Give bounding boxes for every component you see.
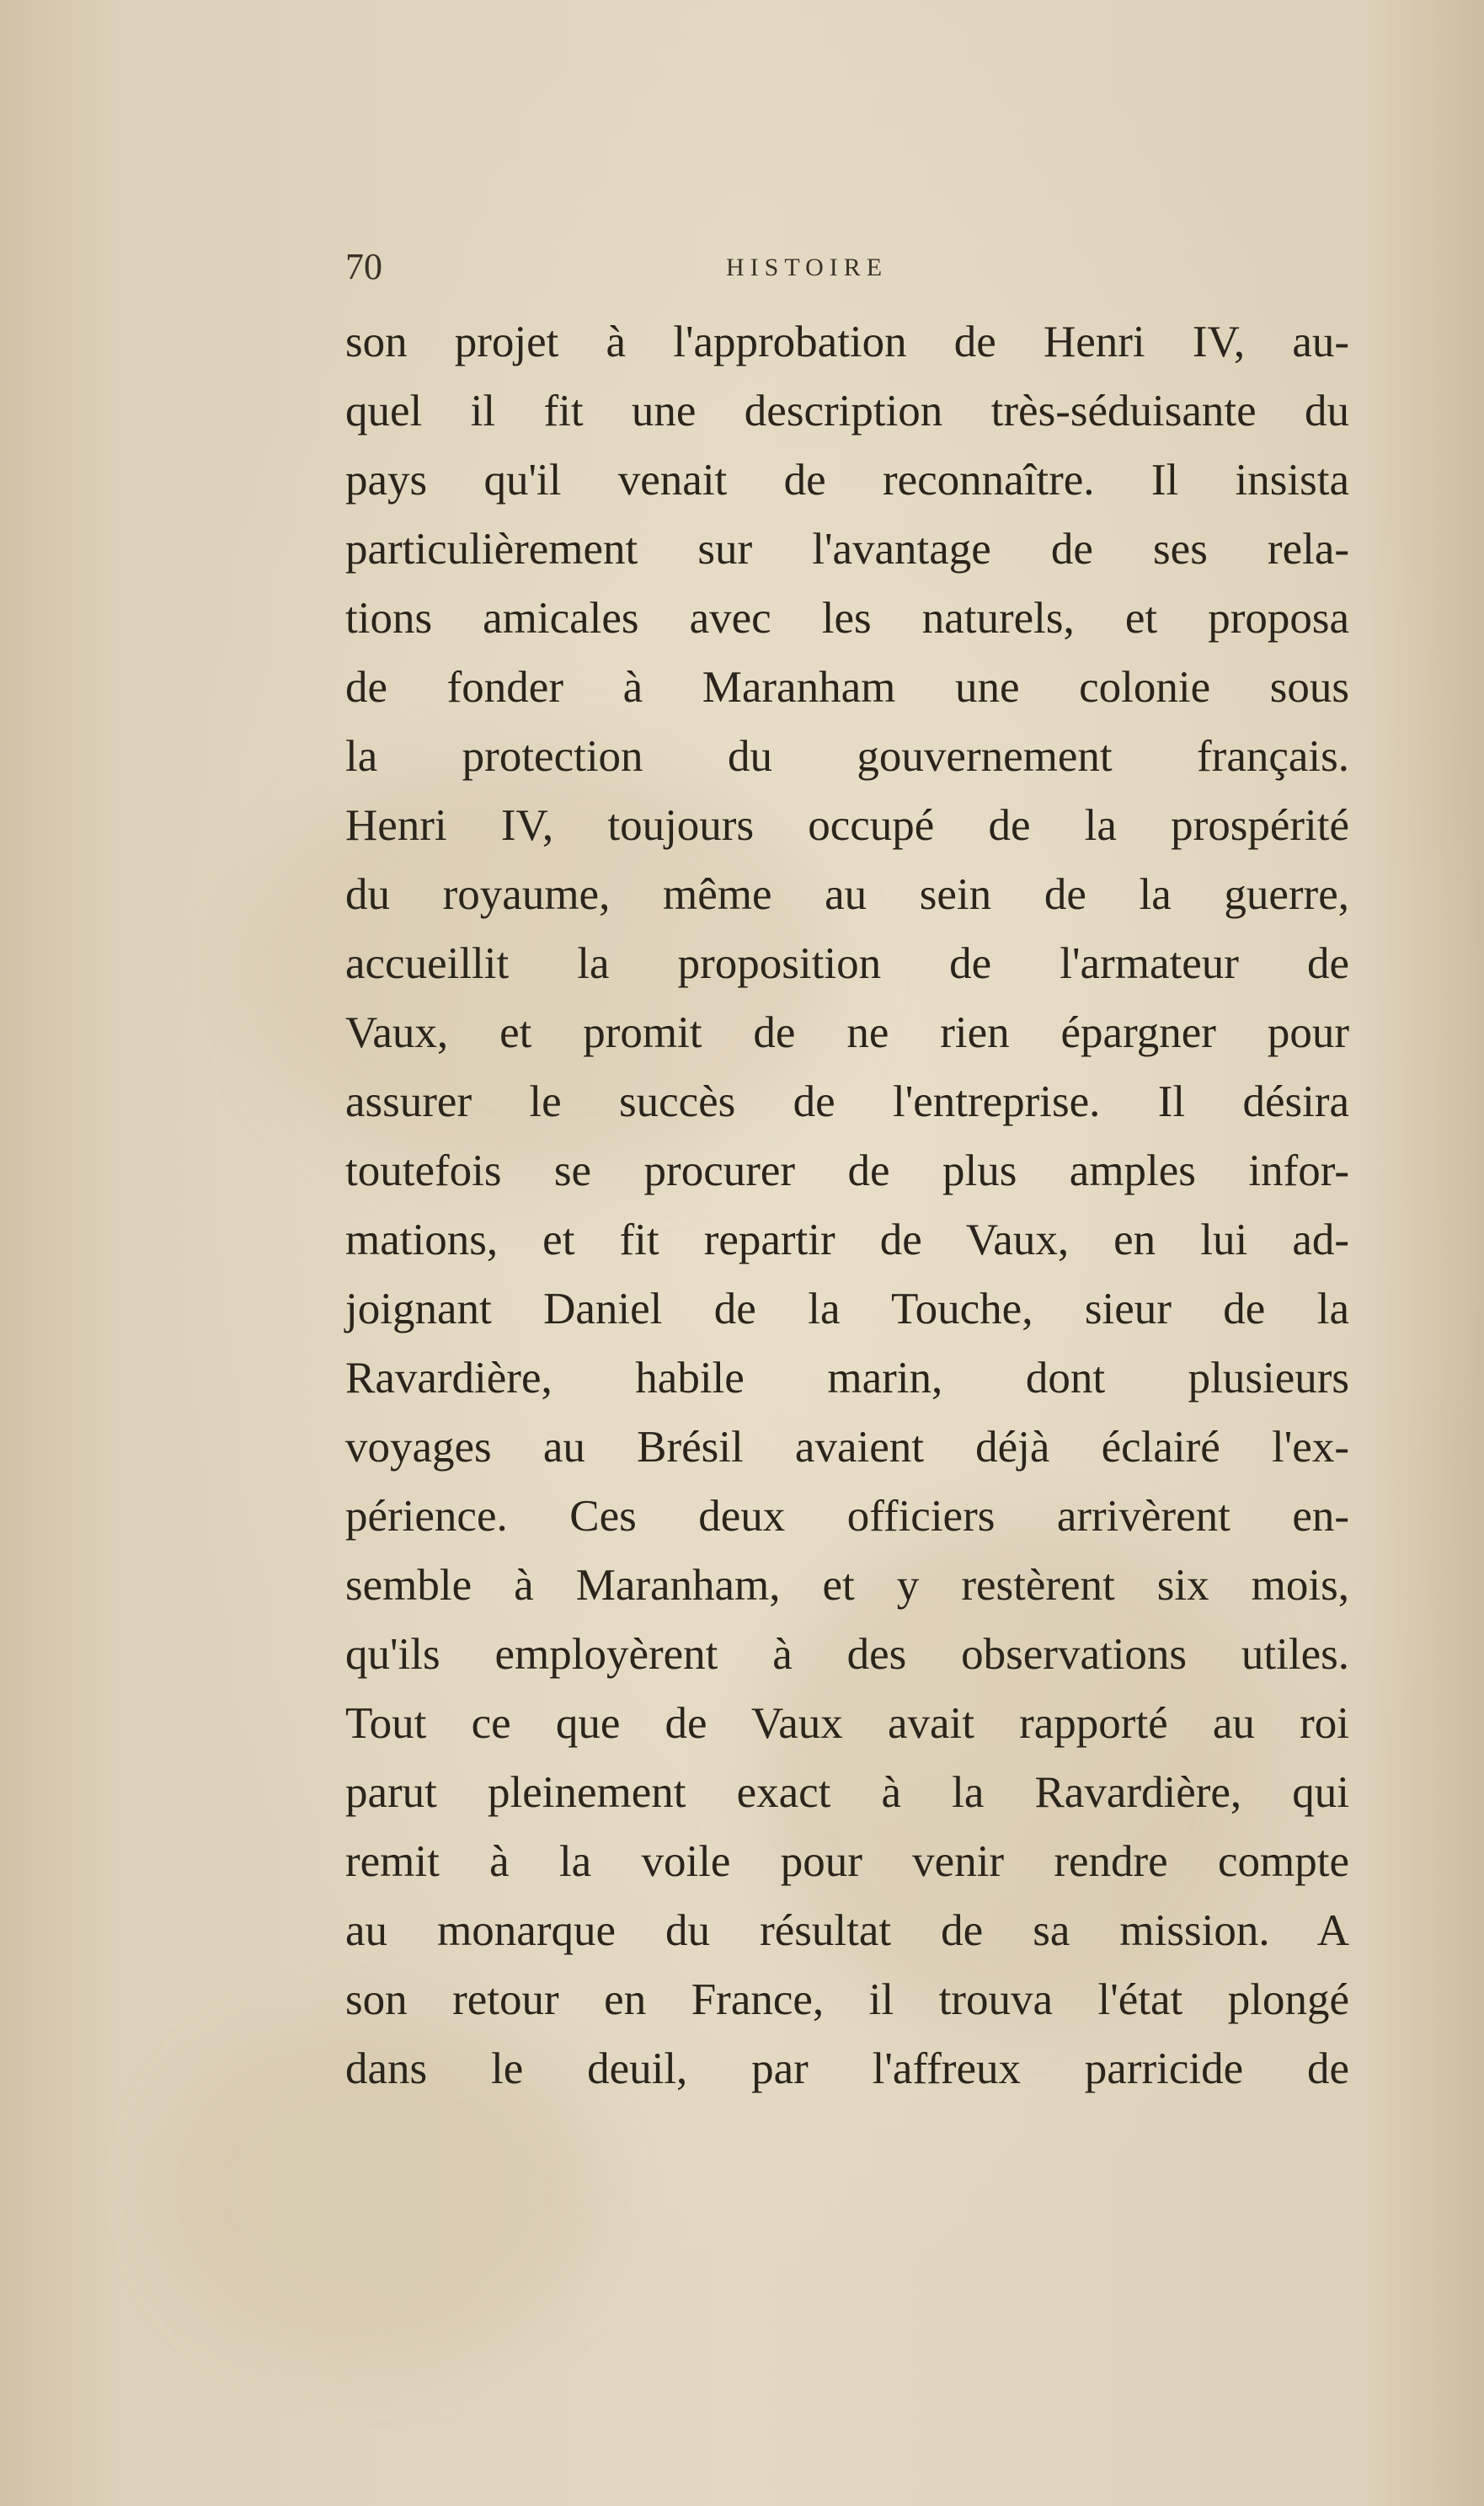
text-line: voyages au Brésil avaient déjà éclairé l'ex- bbox=[345, 1423, 1349, 1472]
text-line: mations, et fit repartir de Vaux, en lui ad- bbox=[345, 1216, 1349, 1264]
text-line: la protection du gouvernement français. bbox=[345, 732, 1349, 781]
page-number: 70 bbox=[345, 246, 382, 287]
text-line: joignant Daniel de la Touche, sieur de la bbox=[345, 1285, 1349, 1333]
text-line: Ravardière, habile marin, dont plusieurs bbox=[345, 1354, 1349, 1403]
text-line: quel il fit une description très-séduisante du bbox=[345, 387, 1349, 435]
text-line: Tout ce que de Vaux avait rapporté au roi bbox=[345, 1699, 1349, 1748]
text-line: Vaux, et promit de ne rien épargner pour bbox=[345, 1008, 1349, 1057]
text-line: de fonder à Maranham une colonie sous bbox=[345, 663, 1349, 712]
text-line: parut pleinement exact à la Ravardière, qui bbox=[345, 1768, 1349, 1817]
text-line: du royaume, même au sein de la guerre, bbox=[345, 870, 1349, 919]
text-line: toutefois se procurer de plus amples infor- bbox=[345, 1146, 1349, 1195]
text-line: périence. Ces deux officiers arrivèrent en- bbox=[345, 1492, 1349, 1541]
text-line: Henri IV, toujours occupé de la prospérité bbox=[345, 801, 1349, 850]
text-line: dans le deuil, par l'affreux parricide de bbox=[345, 2044, 1349, 2093]
text-line: au monarque du résultat de sa mission. A bbox=[345, 1906, 1349, 1955]
text-line: accueillit la proposition de l'armateur de bbox=[345, 939, 1349, 988]
text-line: son projet à l'approbation de Henri IV, au- bbox=[345, 318, 1349, 366]
text-line: pays qu'il venait de reconnaître. Il insista bbox=[345, 456, 1349, 505]
text-line: qu'ils employèrent à des observations utiles. bbox=[345, 1630, 1349, 1679]
text-line: tions amicales avec les naturels, et proposa bbox=[345, 594, 1349, 643]
text-line: son retour en France, il trouva l'état plongé bbox=[345, 1975, 1349, 2024]
text-line: particulièrement sur l'avantage de ses rela- bbox=[345, 525, 1349, 574]
text-line: remit à la voile pour venir rendre compte bbox=[345, 1837, 1349, 1886]
text-line: semble à Maranham, et y restèrent six mois, bbox=[345, 1561, 1349, 1610]
body-text bbox=[345, 307, 1349, 2103]
text-line: assurer le succès de l'entreprise. Il désira bbox=[345, 1077, 1349, 1126]
page-header bbox=[345, 246, 1356, 288]
running-head: HISTOIRE bbox=[726, 254, 889, 281]
